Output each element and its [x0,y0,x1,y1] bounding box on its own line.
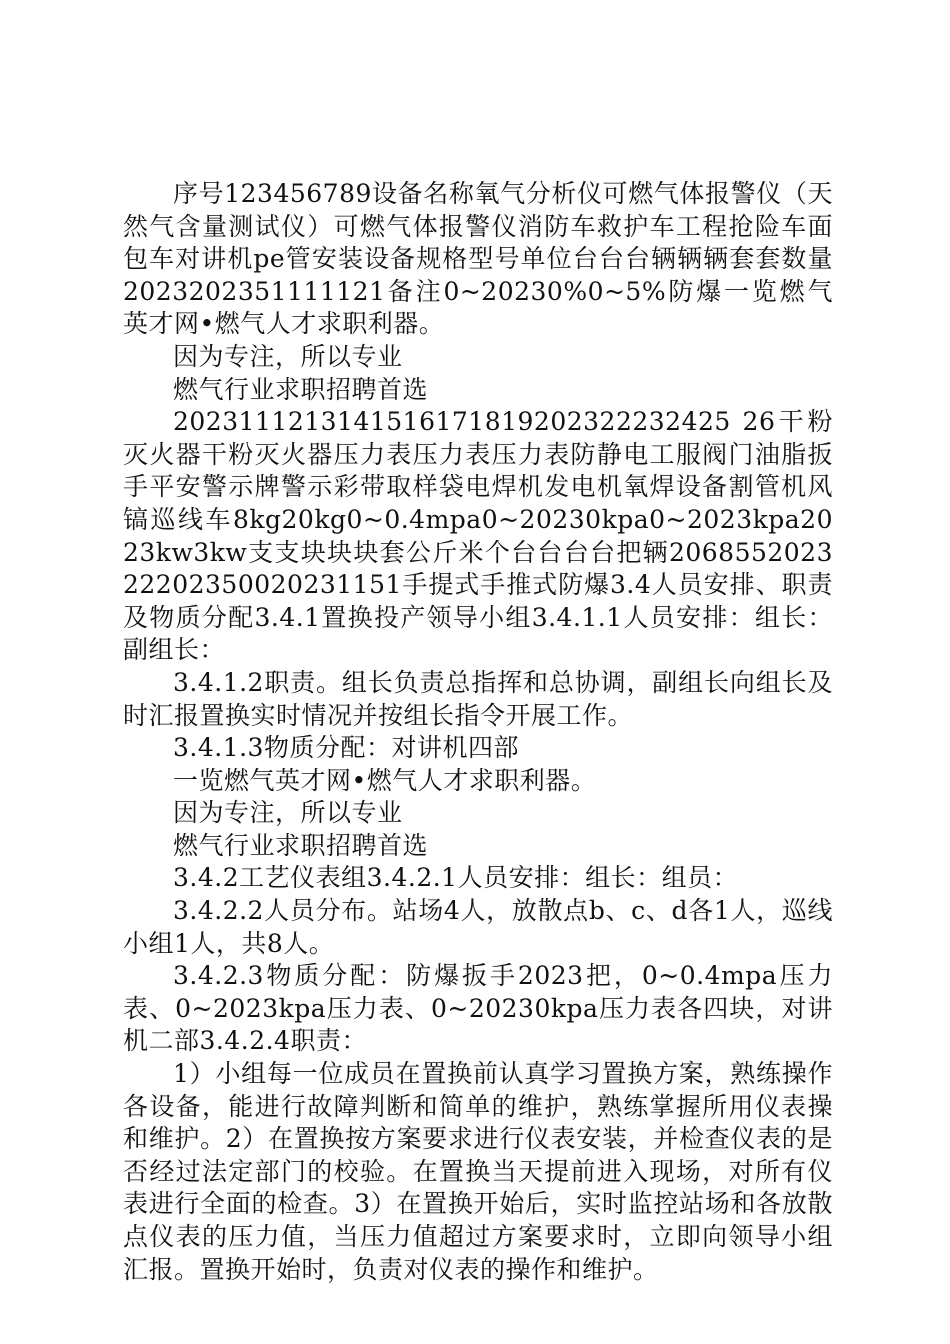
paragraph-3-4-1-3: 3.4.1.3物质分配：对讲机四部 [173,733,519,763]
paragraph-slogan-recruit: 燃气行业求职招聘首选 [173,374,429,404]
paragraph-3-4-2-3: 3.4.2.3物质分配：防爆扳手2023把，0~0.4mpa压力表、0~2023kpa压力表、0~20230kpa压力表各四块，对讲机二部3.4.2.4职责： [123,961,833,1056]
paragraph-materials-list: 2023111213141516171819202322232425 26干粉灭火器干粉灭火器压力表压力表压力表防静电工服阀门油脂扳手平安警示牌警示彩带取样袋电焊机发电机氧焊设备割管机风镐巡线车8kg20kg0~0.4mpa0~20230kpa0~2023kpa2023kw3kw支支块块块套公斤米个台台台台把辆206855202322202350020231151手提式手推式防爆3.4人员安排、职责及物质分配3.4.1置换投产领导小组3.4.1.1人员安排：组长：副组长： [123,407,833,665]
paragraph-3-4-2-2: 3.4.2.2人员分布。站场4人，放散点b、c、d各1人，巡线小组1人，共8人。 [123,896,833,958]
paragraph-3-4-1-2: 3.4.1.2职责。组长负责总指挥和总协调，副组长向组长及时汇报置换实时情况并按组长指令开展工作。 [123,667,833,730]
paragraph-3-4-2: 3.4.2工艺仪表组3.4.2.1人员安排：组长：组员： [173,863,739,893]
paragraph-slogan-focus-2: 因为专注，所以专业 [173,798,403,828]
paragraph-duties: 1）小组每一位成员在置换前认真学习置换方案，熟练操作各设备，能进行故障判断和简单的维护，熟练掌握所用仪表操和维护。2）在置换按方案要求进行仪表安装，并检查仪表的是否经过法定部门的校验。在置换当天提前进入现场，对所有仪表进行全面的检查。3）在置换开始后，实时监控站场和各放散点仪表的压力值，当压力值超过方案要求时，立即向领导小组汇报。置换开始时，负责对仪表的操作和维护。 [123,1059,833,1284]
paragraph-slogan-recruit-2: 燃气行业求职招聘首选 [173,830,429,860]
paragraph-site-ad: 一览燃气英才网•燃气人才求职利器。 [173,765,597,795]
paragraph-slogan-focus: 因为专注，所以专业 [173,341,403,371]
paragraph-equipment-list: 序号123456789设备名称氧气分析仪可燃气体报警仪（天然气含量测试仪）可燃气体报警仪消防车救护车工程抢险车面包车对讲机pe管安装设备规格型号单位台台台辆辆辆套套数量2023202351111121备注0~20230%0~5%防爆一览燃气英才网•燃气人才求职利器。 [123,179,833,339]
document-body [123,178,833,1286]
